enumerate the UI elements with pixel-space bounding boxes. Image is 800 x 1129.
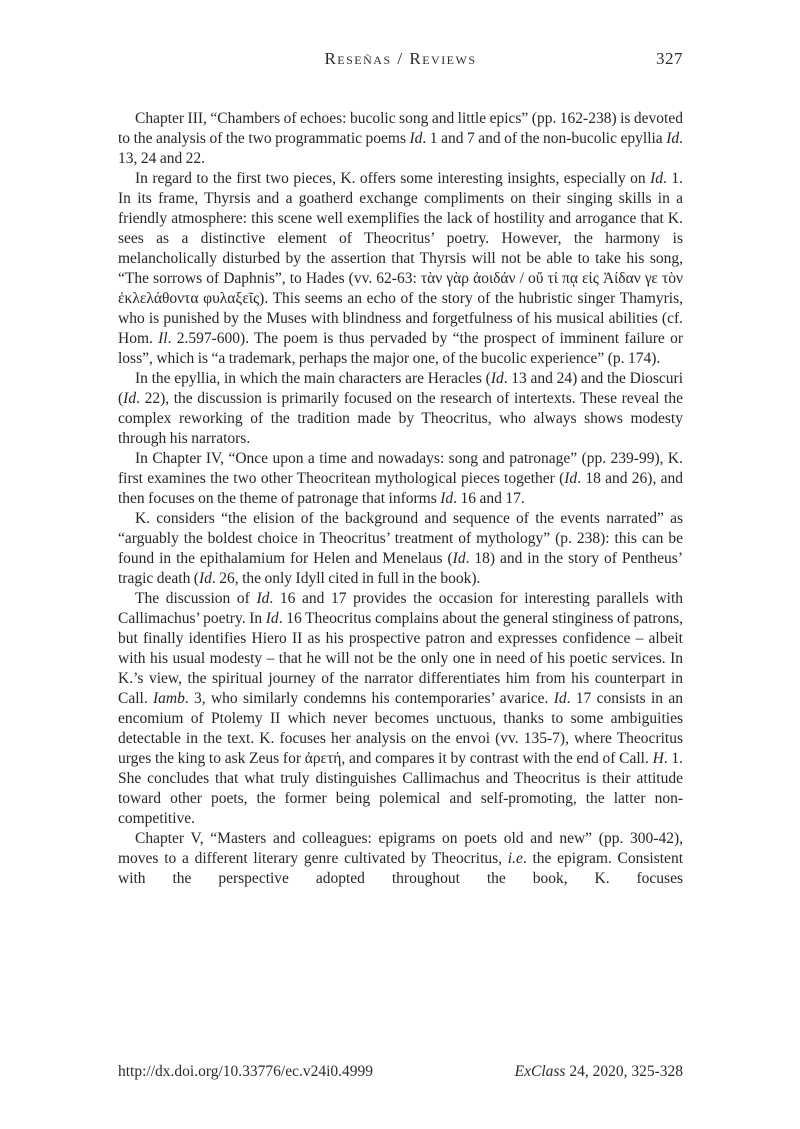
- paragraph: Chapter V, “Masters and colleagues: epigrams on poets old and new” (pp. 300-42), moves to a different literary genre cultivated by Theocritus, i.e. the epigram. Consistent with the perspective adopted throughout the book, K. focuses: [118, 830, 683, 887]
- doi-link[interactable]: http://dx.doi.org/10.33776/ec.v24i0.4999: [118, 1063, 374, 1080]
- journal-name: ExClass: [514, 1063, 566, 1080]
- page-header: [118, 50, 683, 67]
- review-body: [118, 109, 683, 889]
- paragraph: In regard to the first two pieces, K. offers some interesting insights, especially on Id. 1. In its frame, Thyrsis and a goatherd exchange compliments on their singing skills in a friendly atmosphere: this scene well exemplifies the lack of hostility and arrogance that K. sees as a distinctive element of Theocritus’ poetry. However, the harmony is melancholically disturbed by the assertion that Thyrsis will not be able to take his song, “The sorrows of Daphnis”, to Hades (vv. 62-63: τὰν γὰρ ἀοιδάν / οὔ τί πᾳ εἰς Ἀίδαν γε τὸν ἐκλελάθοντα φυλαξεῖς). This seems an echo of the story of the hubristic singer Thamyris, who is punished by the Muses with blindness and forgetfulness of his musical abilities (cf. Hom. Il. 2.597-600). The poem is thus pervaded by “the prospect of imminent failure or loss”, which is “a trademark, perhaps the major one, of the bucolic experience” (p. 174).: [118, 170, 683, 367]
- journal-citation: [515, 1062, 683, 1082]
- paragraph: The discussion of Id. 16 and 17 provides the occasion for interesting parallels with Callimachus’ poetry. In Id. 16 Theocritus complains about the general stinginess of patrons, but finally identifies Hiero II as his prospective patron and expresses confidence – albeit with his usual modesty – that he will not be the only one in need of his poetic services. In K.’s view, the spiritual journey of the narrator differentiates him from his counterpart in Call. Iamb. 3, who similarly condemns his contemporaries’ avarice. Id. 17 consists in an encomium of Ptolemy II which never becomes unctuous, thanks to some ambiguities detectable in the text. K. focuses her analysis on the envoi (vv. 135-7), where Theocritus urges the king to ask Zeus for ἀρετή, and compares it by contrast with the end of Call. H. 1. She concludes that what truly distinguishes Callimachus and Theocritus is their attitude toward other poets, the former being polemical and self-promoting, the latter non-competitive.: [118, 590, 684, 827]
- paragraph: K. considers “the elision of the background and sequence of the events narrated” as “arguably the boldest choice in Theocritus’ treatment of mythology” (p. 238): this can be found in the epithalamium for Helen and Menelaus (Id. 18) and in the story of Pentheus’ tragic death (Id. 26, the only Idyll cited in full in the book).: [118, 510, 683, 587]
- paragraph: In the epyllia, in which the main characters are Heracles (Id. 13 and 24) and the Dioscuri (Id. 22), the discussion is primarily focused on the research of intertexts. These reveal the complex reworking of the tradition made by Theocritus, who always shows modesty through his narrators.: [118, 370, 684, 447]
- paragraph: Chapter III, “Chambers of echoes: bucolic song and little epics” (pp. 162-238) is devoted to the analysis of the two programmatic poems Id. 1 and 7 and of the non-bucolic epyllia Id. 13, 24 and 22.: [118, 110, 683, 167]
- journal-issue-info: 24, 2020, 325-328: [565, 1063, 683, 1080]
- page-footer: [118, 1062, 683, 1082]
- running-head-title: Reseñas / Reviews: [324, 49, 477, 68]
- paragraph: In Chapter IV, “Once upon a time and nowadays: song and patronage” (pp. 239-99), K. first examines the two other Theocritean mythological pieces together (Id. 18 and 26), and then focuses on the theme of patronage that informs Id. 16 and 17.: [118, 450, 683, 507]
- page-number: 327: [656, 49, 683, 68]
